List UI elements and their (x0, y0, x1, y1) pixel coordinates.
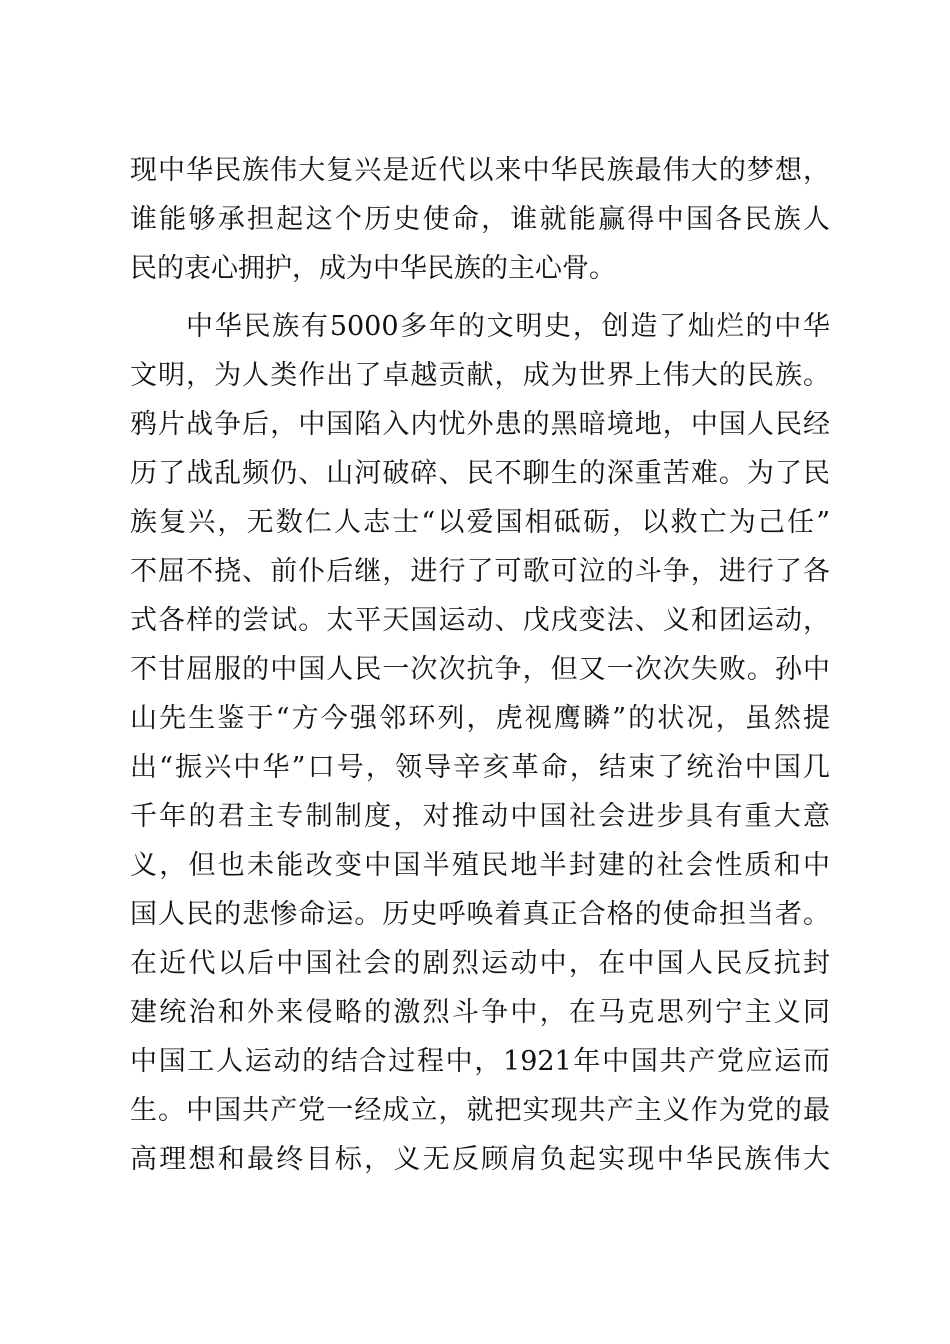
text-line: 义，但也未能改变中国半殖民地半封建的社会性质和中 (130, 850, 830, 881)
text-line: 文明，为人类作出了卓越贡献，成为世界上伟大的民族。 (130, 360, 830, 391)
text-line: 历了战乱频仍、山河破碎、民不聊生的深重苦难。为了民 (130, 458, 830, 489)
text-line: 建统治和外来侵略的激烈斗争中，在马克思列宁主义同 (130, 997, 830, 1028)
text-line: 高理想和最终目标，义无反顾肩负起实现中华民族伟大 (130, 1144, 830, 1175)
text-line: 民的衷心拥护，成为中华民族的主心骨。 (130, 253, 616, 284)
text-line: 山先生鉴于“方今强邻环列，虎视鹰瞵”的状况，虽然提 (130, 703, 830, 734)
text-line: 中华民族有5000多年的文明史，创造了灿烂的中华 (186, 311, 830, 342)
text-line: 千年的君主专制制度，对推动中国社会进步具有重大意 (130, 801, 830, 832)
text-line: 生。中国共产党一经成立，就把实现共产主义作为党的最 (130, 1095, 830, 1126)
text-line: 谁能够承担起这个历史使命，谁就能赢得中国各民族人 (130, 204, 830, 235)
text-line: 出“振兴中华”口号，领导辛亥革命，结束了统治中国几 (130, 752, 830, 783)
text-line: 现中华民族伟大复兴是近代以来中华民族最伟大的梦想， (130, 155, 830, 186)
text-line: 族复兴，无数仁人志士“以爱国相砥砺，以救亡为己任” (130, 507, 830, 538)
document-body (130, 146, 830, 1184)
text-line: 不甘屈服的中国人民一次次抗争，但又一次次失败。孙中 (130, 654, 830, 685)
paragraph (130, 146, 830, 293)
text-line: 不屈不挠、前仆后继，进行了可歌可泣的斗争，进行了各 (130, 556, 830, 587)
text-line: 在近代以后中国社会的剧烈运动中，在中国人民反抗封 (130, 948, 830, 979)
text-line: 中国工人运动的结合过程中，1921年中国共产党应运而 (130, 1046, 830, 1077)
text-line: 式各样的尝试。太平天国运动、戊戌变法、义和团运动， (130, 605, 830, 636)
paragraph-spacing (130, 293, 830, 302)
text-line: 鸦片战争后，中国陷入内忧外患的黑暗境地，中国人民经 (130, 409, 830, 440)
text-line: 国人民的悲惨命运。历史呼唤着真正合格的使命担当者。 (130, 899, 830, 930)
paragraph (130, 302, 830, 1184)
